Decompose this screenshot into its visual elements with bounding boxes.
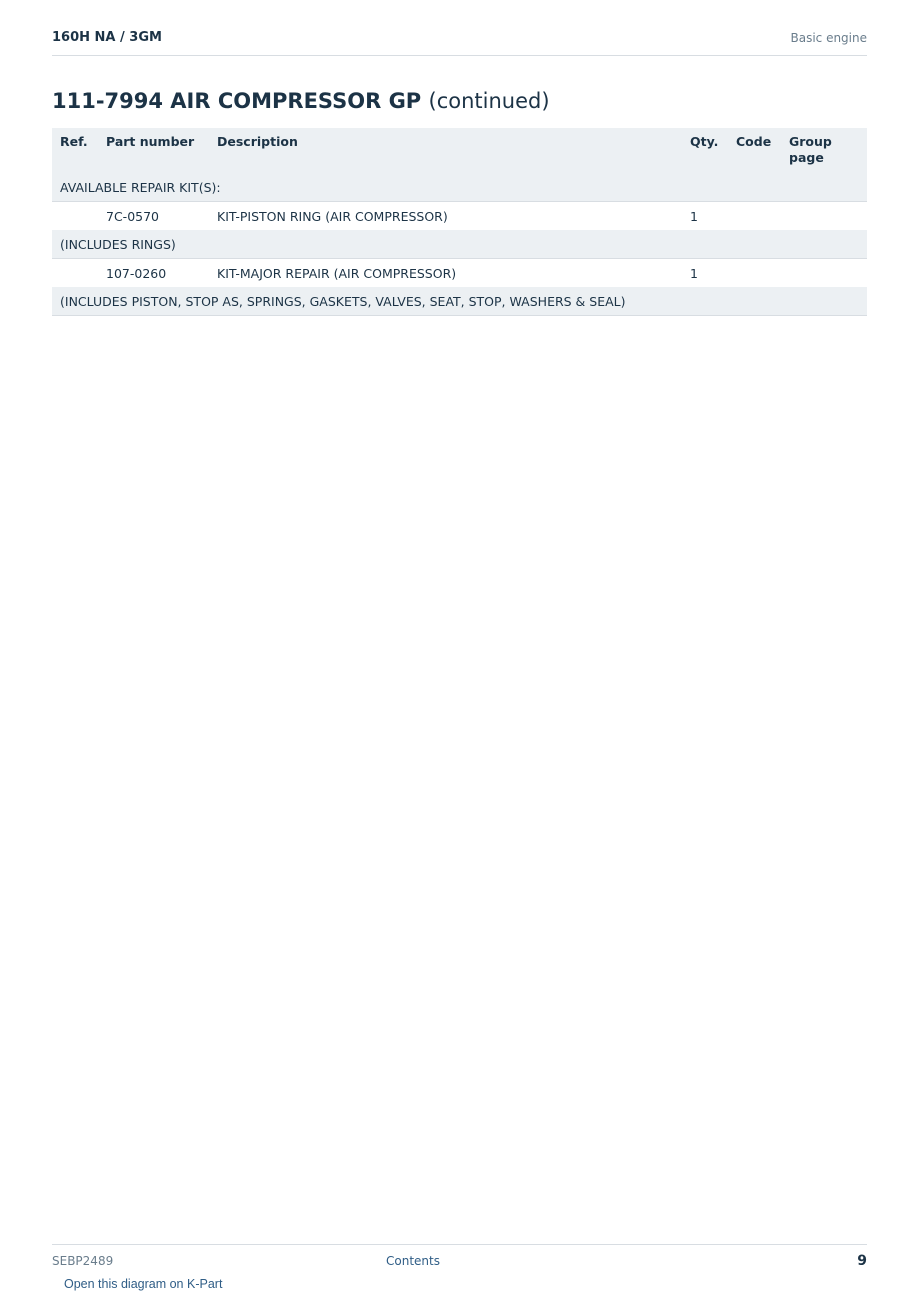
section-row: [52, 173, 867, 202]
description-cell: KIT-PISTON RING (AIR COMPRESSOR): [209, 202, 682, 231]
title-suffix: (continued): [428, 89, 550, 113]
col-code: Code: [728, 128, 781, 173]
qty-cell: 1: [682, 202, 728, 231]
col-part-number: Part number: [98, 128, 209, 173]
group-page-cell: [781, 259, 867, 288]
ref-cell: [52, 202, 98, 231]
kpart-diagram-link[interactable]: Open this diagram on K-Part: [64, 1277, 223, 1291]
note-row: [52, 287, 867, 316]
contents-link[interactable]: Contents: [386, 1254, 440, 1268]
page-number: 9: [857, 1253, 867, 1269]
part-number-cell: 107-0260: [98, 259, 209, 288]
model-label: 160H NA / 3GM: [52, 30, 162, 45]
note-row: [52, 230, 867, 259]
table-row: [52, 259, 867, 288]
col-group-page: Group page: [781, 128, 867, 173]
code-cell: [728, 202, 781, 231]
ref-cell: [52, 259, 98, 288]
code-cell: [728, 259, 781, 288]
table-header-row: [52, 128, 867, 173]
col-description: Description: [209, 128, 682, 173]
page-footer: [52, 1244, 867, 1300]
col-ref: Ref.: [52, 128, 98, 173]
title-main: 111-7994 AIR COMPRESSOR GP: [52, 89, 422, 113]
table-row: [52, 202, 867, 231]
group-page-cell: [781, 202, 867, 231]
section-label: Basic engine: [790, 31, 867, 45]
parts-table: [52, 128, 867, 316]
note-cell: (INCLUDES PISTON, STOP AS, SPRINGS, GASKETS, VALVES, SEAT, STOP, WASHERS & SEAL): [52, 287, 867, 316]
page-header: [52, 28, 867, 56]
description-cell: KIT-MAJOR REPAIR (AIR COMPRESSOR): [209, 259, 682, 288]
page-title: [52, 89, 550, 113]
note-cell: (INCLUDES RINGS): [52, 230, 867, 259]
part-number-cell: 7C-0570: [98, 202, 209, 231]
document-number: SEBP2489: [52, 1254, 114, 1268]
col-qty: Qty.: [682, 128, 728, 173]
qty-cell: 1: [682, 259, 728, 288]
section-label-cell: AVAILABLE REPAIR KIT(S):: [52, 173, 867, 202]
